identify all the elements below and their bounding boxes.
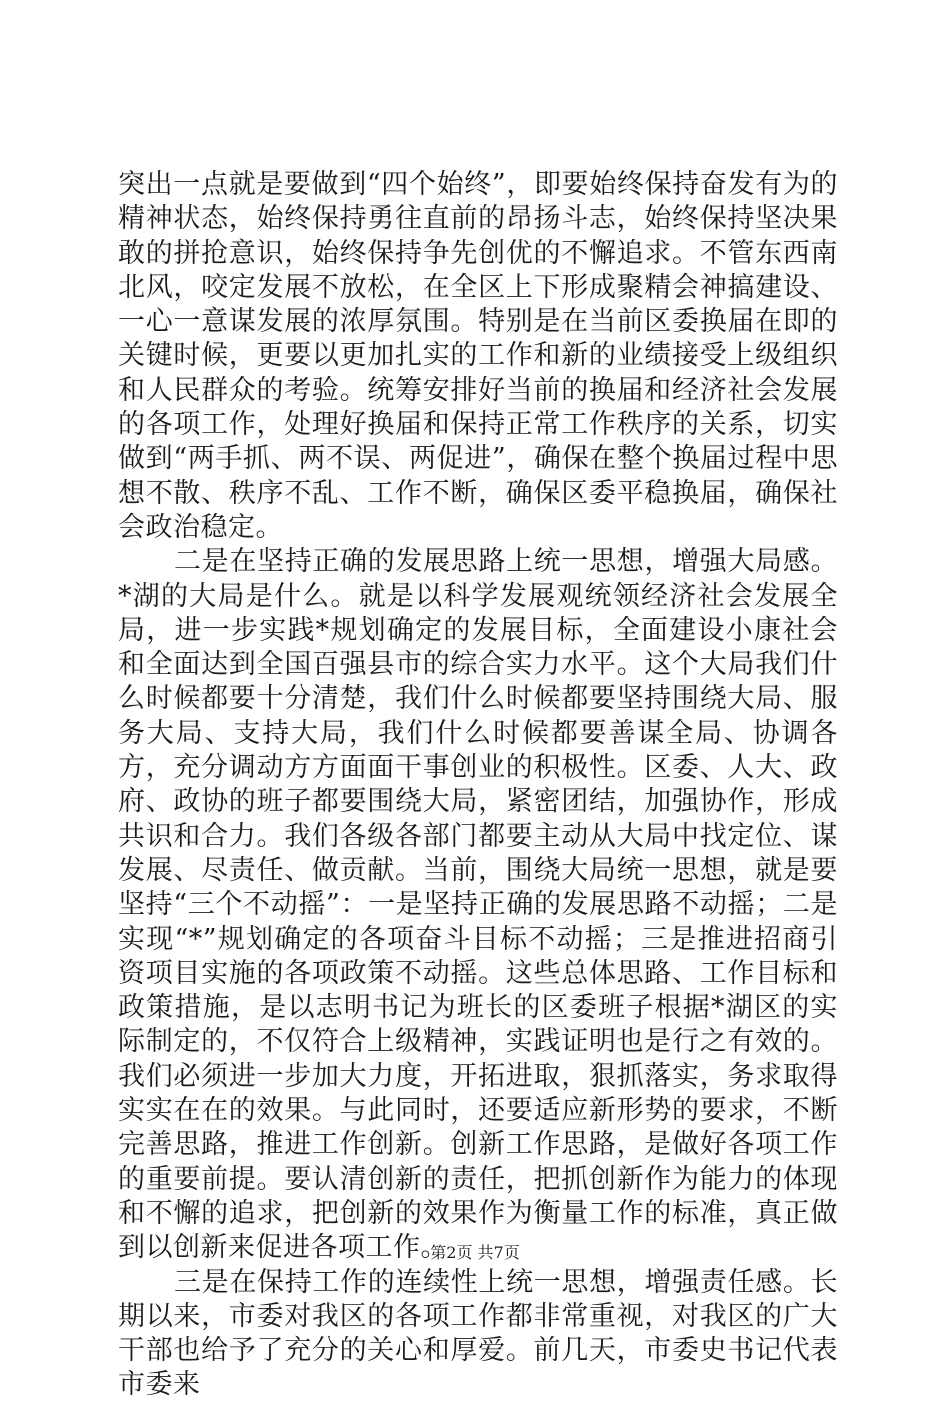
body-text [118,168,838,1403]
paragraph-point-two: 二是在坚持正确的发展思路上统一思想，增强大局感。*湖的大局是什么。就是以科学发展观统领经济社会发展全局，进一步实践*规划确定的发展目标，全面建设小康社会和全面达到全国百强县市的综合实力水平。这个大局我们什么时候都要十分清楚，我们什么时候都要坚持围绕大局、服务大局、支持大局，我们什么时候都要善谋全局、协调各方，充分调动方方面面干事创业的积极性。区委、人大、政府、政协的班子都要围绕大局，紧密团结，加强协作，形成共识和合力。我们各级各部门都要主动从大局中找定位、谋发展、尽责任、做贡献。当前，围绕大局统一思想，就是要坚持“三个不动摇”：一是坚持正确的发展思路不动摇；二是实现“*”规划确定的各项奋斗目标不动摇；三是推进招商引资项目实施的各项政策不动摇。这些总体思路、工作目标和政策措施，是以志明书记为班长的区委班子根据*湖区的实际制定的，不仅符合上级精神，实践证明也是行之有效的。我们必须进一步加大力度，开拓进取，狠抓落实，务求取得实实在在的效果。与此同时，还要适应新形势的要求，不断完善思路，推进工作创新。创新工作思路，是做好各项工作的重要前提。要认清创新的责任，把抓创新作为能力的体现和不懈的追求，把创新的效果作为衡量工作的标准，真正做到以创新来促进各项工作。 [118,546,838,1264]
page-number-footer: 第2页 共7页 [430,1243,520,1262]
paragraph-point-three: 三是在保持工作的连续性上统一思想，增强责任感。长期以来，市委对我区的各项工作都非常重视，对我区的广大干部也给予了充分的关心和厚爱。前几天，市委史书记代表市委来 [118,1266,838,1401]
paragraph-continuation: 突出一点就是要做到“四个始终”，即要始终保持奋发有为的精神状态，始终保持勇往直前的昂扬斗志，始终保持坚决果敢的拼抢意识，始终保持争先创优的不懈追求。不管东西南北风，咬定发展不放松，在全区上下形成聚精会神搞建设、一心一意谋发展的浓厚氛围。特别是在当前区委换届在即的关键时候，更要以更加扎实的工作和新的业绩接受上级组织和人民群众的考验。统筹安排好当前的换届和经济社会发展的各项工作，处理好换届和保持正常工作秩序的关系，切实做到“两手抓、两不误、两促进”，确保在整个换届过程中思想不散、秩序不乱、工作不断，确保区委平稳换届，确保社会政治稳定。 [118,169,838,543]
